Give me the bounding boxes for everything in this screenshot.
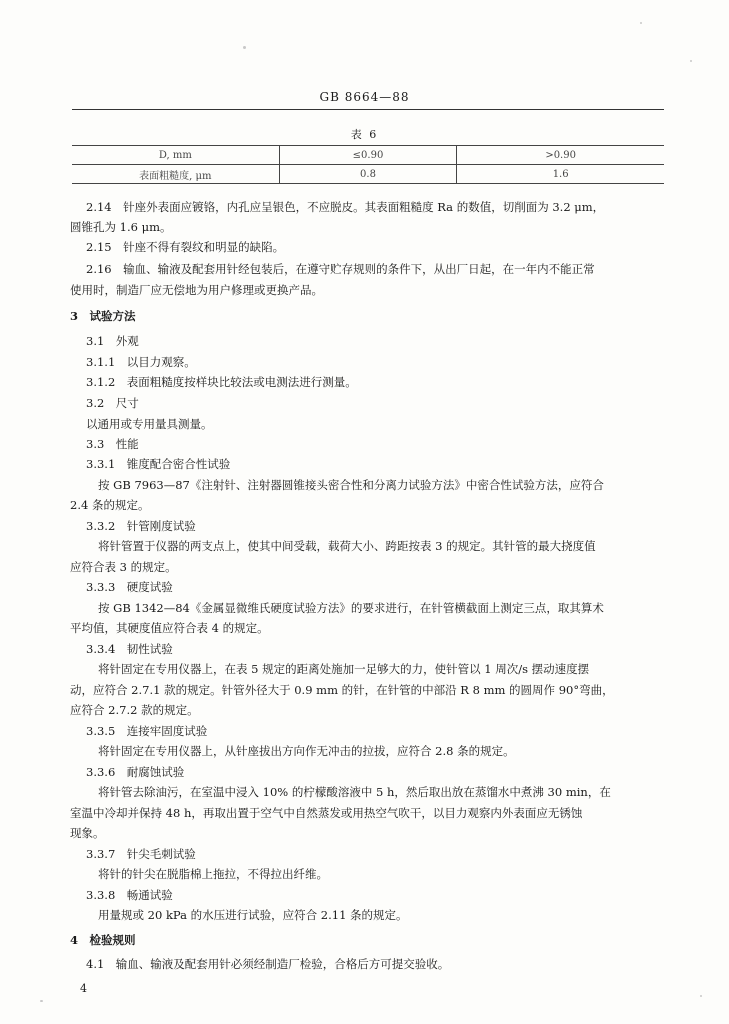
page-number: 4 xyxy=(80,982,87,995)
body-line: 3.3 性能 xyxy=(86,437,139,451)
body-line: 使用时，制造厂应无偿地为用户修理或更换产品。 xyxy=(70,283,323,297)
table-cell: 0.8 xyxy=(279,165,457,184)
header-rule xyxy=(72,109,664,110)
body-line: 3.2 尺寸 xyxy=(86,396,139,410)
scan-speck xyxy=(40,1000,43,1002)
table-cell: 1.6 xyxy=(457,165,664,184)
body-line: 2.15 针座不得有裂纹和明显的缺陷。 xyxy=(86,240,285,254)
body-line: 3.1.2 表面粗糙度按样块比较法或电测法进行测量。 xyxy=(86,375,357,389)
table-title: 表 6 xyxy=(350,128,379,141)
body-line: 按 GB 7963—87《注射针、注射器圆锥接头密合性和分离力试验方法》中密合性试验方法，应符合 xyxy=(98,478,604,492)
body-line: 应符合表 3 的规定。 xyxy=(70,560,177,574)
body-line: 将针固定在专用仪器上，在表 5 规定的距离处施加一足够大的力，使针管以 1 周次/s 摆动速度摆 xyxy=(98,662,590,676)
scan-speck xyxy=(640,22,642,24)
body-line: 3.3.8 畅通试验 xyxy=(86,888,173,902)
body-line: 3.3.2 针管刚度试验 xyxy=(86,519,196,533)
body-line: 将针的针尖在脱脂棉上拖拉，不得拉出纤维。 xyxy=(98,867,328,881)
body-line: 3.3.4 韧性试验 xyxy=(86,642,173,656)
body-line: 现象。 xyxy=(70,826,105,840)
section-heading: 3 试验方法 xyxy=(70,309,136,323)
body-line: 3.1.1 以目力观察。 xyxy=(86,355,196,369)
body-line: 将针管置于仪器的两支点上，使其中间受载，载荷大小、跨距按表 3 的规定。其针管的最大挠度值 xyxy=(98,539,596,553)
body-line: 圆锥孔为 1.6 μm。 xyxy=(70,220,172,234)
scan-speck xyxy=(700,995,702,997)
body-line: 3.3.5 连接牢固度试验 xyxy=(86,724,208,738)
body-line: 3.3.3 硬度试验 xyxy=(86,580,173,594)
body-line: 2.14 针座外表面应镀铬，内孔应呈银色，不应脱皮。其表面粗糙度 Ra 的数值，切削面为 3.2 μm， xyxy=(86,200,605,214)
standard-number: GB 8664—88 xyxy=(319,90,410,104)
body-line: 用量规或 20 kPa 的水压进行试验，应符合 2.11 条的规定。 xyxy=(98,908,408,922)
table-row xyxy=(72,165,664,184)
table-cell: ≤0.90 xyxy=(279,146,457,165)
body-line: 室温中冷却并保持 48 h，再取出置于空气中自然蒸发或用热空气吹干，以目力观察内外表面应无锈蚀 xyxy=(70,806,583,820)
section-heading: 4 检验规则 xyxy=(70,933,136,947)
body-line: 2.16 输血、输液及配套用针经包装后，在遵守贮存规则的条件下，从出厂日起，在一年内不能正常 xyxy=(86,262,595,276)
body-line: 3.3.1 锥度配合密合性试验 xyxy=(86,457,231,471)
roughness-table xyxy=(72,145,664,184)
scan-speck xyxy=(690,60,692,62)
table-cell: >0.90 xyxy=(457,146,664,165)
body-line: 动，应符合 2.7.1 款的规定。针管外径大于 0.9 mm 的针，在针管的中部沿 R 8 mm 的圆周作 90°弯曲， xyxy=(70,683,614,697)
scan-speck xyxy=(243,46,246,49)
table-cell: 表面粗糙度, μm xyxy=(72,165,279,184)
body-line: 3.1 外观 xyxy=(86,334,139,348)
body-line: 将针固定在专用仪器上，从针座拔出方向作无冲击的拉拔，应符合 2.8 条的规定。 xyxy=(98,744,515,758)
table-cell: D, mm xyxy=(72,146,279,165)
body-line: 按 GB 1342—84《金属显微维氏硬度试验方法》的要求进行，在针管横截面上测定三点，取其算术 xyxy=(98,601,604,615)
body-line: 将针管去除油污，在室温中浸入 10% 的柠檬酸溶液中 5 h，然后取出放在蒸馏水中煮沸 30 min，在 xyxy=(98,785,611,799)
body-line: 应符合 2.7.2 款的规定。 xyxy=(70,703,199,717)
body-line: 以通用或专用量具测量。 xyxy=(86,417,213,431)
body-line: 3.3.6 耐腐蚀试验 xyxy=(86,765,185,779)
body-line: 2.4 条的规定。 xyxy=(70,498,150,512)
body-line: 平均值，其硬度值应符合表 4 的规定。 xyxy=(70,621,269,635)
body-line: 3.3.7 针尖毛刺试验 xyxy=(86,847,196,861)
table-row xyxy=(72,146,664,165)
body-line: 4.1 输血、输液及配套用针必须经制造厂检验，合格后方可提交验收。 xyxy=(86,957,450,971)
